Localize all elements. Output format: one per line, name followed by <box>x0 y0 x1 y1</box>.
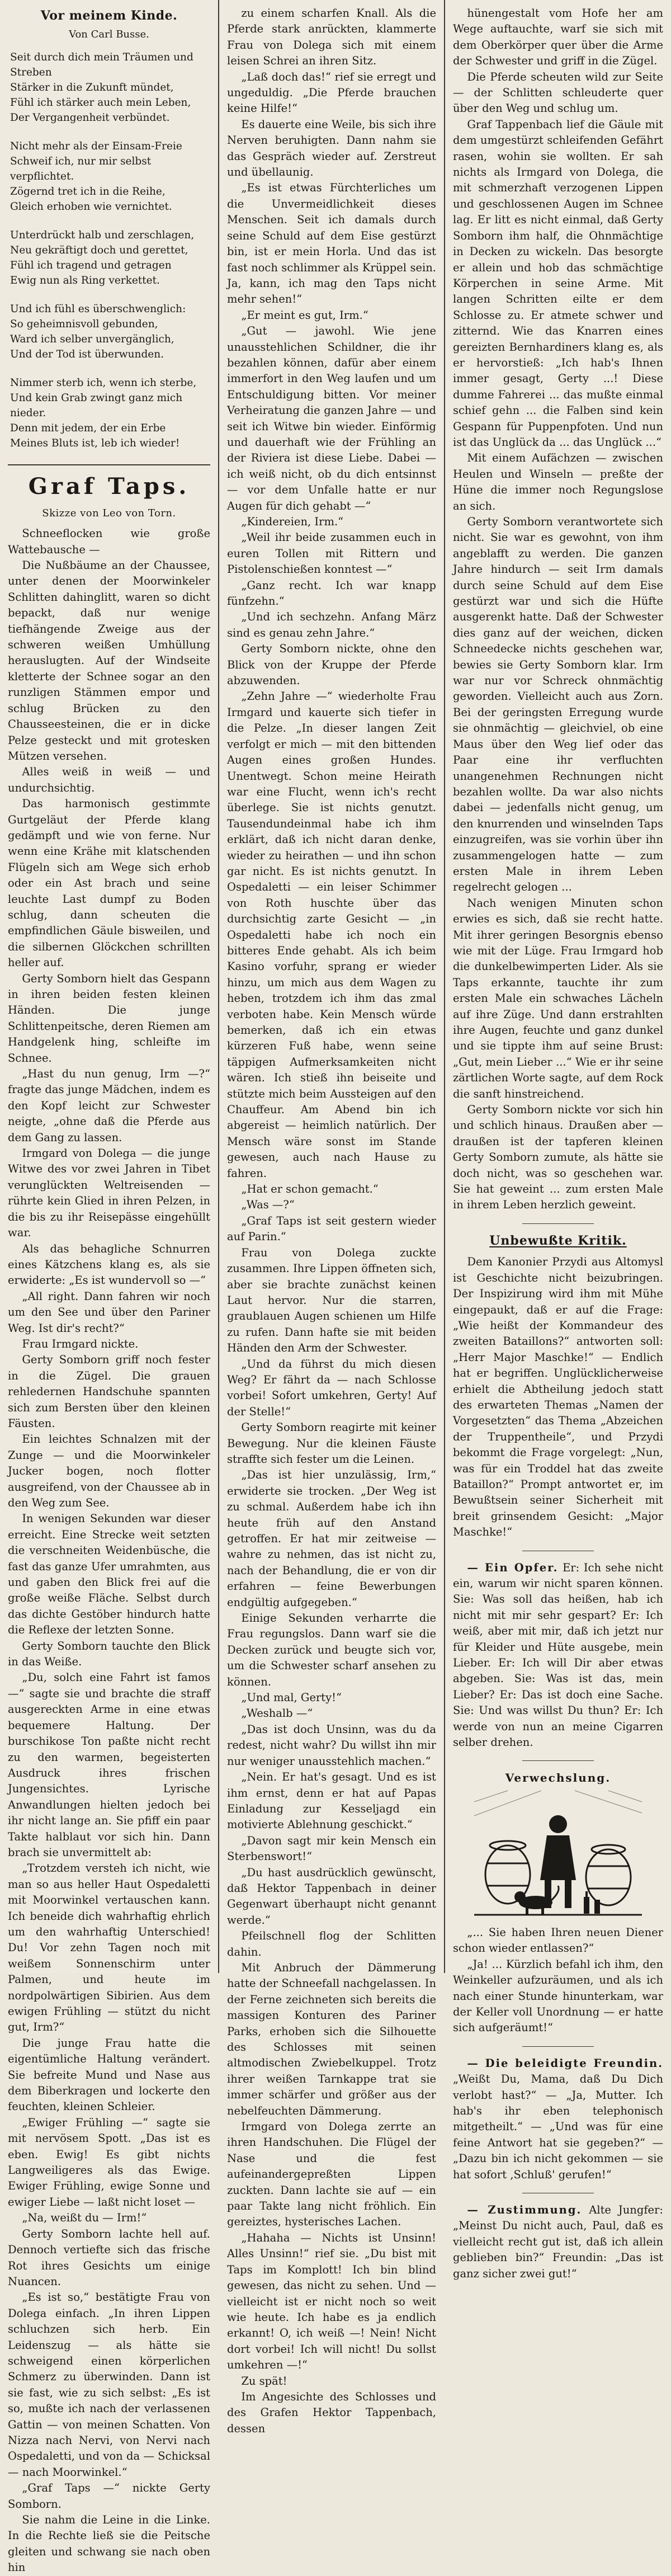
paragraph: „Nein. Er hat's gesagt. Und es ist ihm ernst, denn er hat auf Papas Einladung zur Kesseljagd ein motivierte Ablehnung geschickt.“ <box>227 1770 436 1831</box>
poem-line: Ewig nun als Ring verkettet. <box>10 274 160 286</box>
poem-line: Zögernd tret ich in die Reihe, <box>10 185 166 197</box>
kritik-text <box>453 1254 663 1540</box>
poem-line: Unterdrückt halb und zerschlagen, <box>10 229 195 241</box>
paragraph: Gerty Somborn nickte, ohne den Blick von der Kruppe der Pferde abzuwenden. <box>227 642 436 687</box>
paragraph: „Es ist etwas Fürchterliches um die Unvermeidlichkeit dieses Menschen. Seit ich damals durch seine Schuld auf dem Eise gestürzt bin, ist er mein Horla. Und das ist fast noch schlimmer als Krüppel sein. Ja, kann, ich mag den Taps nicht mehr sehen!“ <box>227 181 436 306</box>
verwechslung-title: Verwechslung. <box>505 1771 611 1785</box>
paragraph: „Gut — jawohl. Wie jene unausstehlichen Schildner, die ihr bezahlen können, dafür aber einem immerfort in den Weg laufen und um Entschuldigung bitten. Vor meiner Verheiratung die ganzen Jahre — und seit ich Witwe bin wieder. Einförmig und dauerhaft wie der Frühling an der Riviera ist diese Liebe. Dabei — ich weiß nicht, ob du dich entsinnst — vor dem Unfalle hatte er nur Augen für dich gehabt —“ <box>227 324 436 512</box>
paragraph: Das harmonisch gestimmte Gurtgeläut der Pferde klang gedämpft und wie von ferne. Nur wenn eine Krähe mit klatschenden Flügeln sich am Wege sich erhob oder ein Ast brach und seine leuchte Last dumpf zu Boden schlug, dann scheuten die empfindlichen Gäule bisweilen, und die silbernen Glöckchen schrillten heller auf. <box>8 797 210 969</box>
paragraph: „... Sie haben Ihren neuen Diener schon wieder entlassen?“ <box>453 1925 663 1955</box>
paragraph: Mit Anbruch der Dämmerung hatte der Schneefall nachgelassen. In der Ferne zeichneten sich bereits die massigen Konturen des Pariner Parks, erhoben sich die Silhouette des Schlosses mit seinen altmodischen Zwiebelkuppel. Trotz ihrer weißen Tarnkappe trat sie immer schärfer und größer aus der nebelfeuchten Dämmerung. <box>227 1961 436 2117</box>
paragraph: „Weil ihr beide zusammen euch in euren Tollen mit Rittern und Pistolenschießen konntest —“ <box>227 531 436 576</box>
poem-line: Nimmer sterb ich, wenn ich sterbe, <box>10 376 197 389</box>
poem-stanza <box>10 375 210 451</box>
poem-stanza <box>10 228 210 288</box>
paragraph: „Das ist doch Unsinn, was du da redest, nicht wahr? Du willst ihn mir nur weniger unausstehlich machen.“ <box>227 1722 436 1768</box>
poem-line: Schweif ich, nur mir selbst verpflichtet. <box>10 155 152 182</box>
paragraph: Irmgard von Dolega — die junge Witwe des vor zwei Jahren in Tibet verunglückten Weltreisenden — rührte kein Glied in ihren Pelzen, in die bis zu ihr Reisepässe eingehüllt war. <box>8 1147 210 1240</box>
paragraph: „Zehn Jahre —“ wiederholte Frau Irmgard und kauerte sich tiefer in die Pelze. „In dieser langen Zeit verfolgt er mich — mit den bittenden Augen eines großen Hundes. Unentwegt. Schon meine Heirath war eine Flucht, wenn ich's recht überlege. Sie ist nichts genutzt. Tausendundeinmal habe ich ihm erklärt, daß ich nicht daran denke, wieder zu heirathen — und ihn schon gar nicht. Es ist nichts genutzt. In Ospedaletti — ein leiser Schimmer von Roth huschte über das durchsichtig zarte Gesicht — „in Ospedaletti habe ich noch ein bitteres Ende gehabt. Als ich beim Kasino vorfuhr, sprang er wieder hinzu, um mich aus dem Wagen zu heben, trotzdem ich ihm das zmal verboten habe. Kein Mensch würde bemerken, daß ich ein etwas kürzeren Fuß habe, wenn seine täppigen Aufmerksamkeiten nicht wären. Ich stieß ihn beiseite und stützte mich beim Aussteigen auf den Chauffeur. Am Abend bin ich abgereist — heimlich natürlich. Der Mensch wäre sonst im Stande gewesen, auch nach Hause zu fahren. <box>227 690 436 1180</box>
paragraph: „Hast du nun genug, Irm —?“ fragte das junge Mädchen, indem es den Kopf leicht zur Schwester neigte, „ohne daß die Pferde aus dem Gang zu lassen. <box>8 1067 210 1144</box>
freundin-lead: — Die beleidigte Freundin. <box>467 2056 663 2070</box>
poem-stanza <box>10 139 210 214</box>
paragraph: Alles weiß in weiß — und undurchsichtig. <box>8 765 210 794</box>
paragraph: Sie nahm die Leine in die Linke. In die Rechte ließ sie die Peitsche gleiten und schwang sie nach oben hin <box>8 2513 210 2574</box>
zustimmung-text: Alte Jungfer: „Meinst Du nicht auch, Paul, daß es vielleicht recht gut ist, daß ich allein geblieben bin?“ Freundin: „Das ist ganz sicher zwei gut!“ <box>453 2203 663 2280</box>
paragraph: Nach wenigen Minuten schon erwies es sich, daß sie recht hatte. Mit ihrer geringen Besorgnis ebenso wie mit der Lüge. Frau Irmgard hob die dunkelbewimperten Lider. Als sie Taps erkannte, tauchte ihr zum ersten Male ein schwaches Lächeln auf ihre Züge. Und dann erstrahlten ihre Augen, feuchte und ganz dunkel und sie tippte ihm auf seine Brust: „Gut, mein Lieber ...“ Wie er ihr seine zärtlichen Worte sagte, auf dem Rock die sanft hinstreichend. <box>453 896 663 1100</box>
paragraph: Gerty Somborn tauchte den Blick in das Weiße. <box>8 1639 210 1669</box>
freundin-item <box>453 2056 663 2183</box>
paragraph: „Du, solch eine Fahrt ist famos —“ sagte sie und brachte die straff ausgereckten Arme in eine etwas bequemere Haltung. Der burschikose Ton paßte nicht recht zu den warmen, begeisterten Ausdruck ihres frischen Jungensichtes. Lyrische Anwandlungen hielten jedoch bei ihr nicht lange an. Sie pfiff ein paar Takte halblaut vor sich hin. Dann brach sie unvermittelt ab: <box>8 1671 210 1859</box>
paragraph: Die Pferde scheuten wild zur Seite — der Schlitten schleuderte quer über den Weg und schlug um. <box>453 70 663 115</box>
verwechslung-text <box>453 1925 663 2036</box>
poem-line: Neu gekräftigt doch und gerettet, <box>10 244 188 256</box>
story-column-2-text <box>227 6 436 2437</box>
divider <box>522 1760 594 1761</box>
paragraph: Ein leichtes Schnalzen mit der Zunge — und die Moorwinkeler Jucker bogen, noch flotter ausgreifend, von der Chaussee ab in den Weg zum See. <box>8 1433 210 1509</box>
paragraph: Es dauerte eine Weile, bis sich ihre Nerven beruhigten. Dann nahm sie das Gespräch wieder auf. Zerstreut und übellaunig. <box>227 117 436 179</box>
paragraph: Gerty Somborn hielt das Gespann in ihren beiden festen kleinen Händen. Die junge Schlittenpeitsche, deren Riemen am Handgelenk hing, schleifte im Schnee. <box>8 972 210 1065</box>
divider <box>8 464 210 465</box>
paragraph: „Trotzdem versteh ich nicht, wie man so aus heller Haut Ospedaletti mit Moorwinkel vertauschen kann. Ich beneide dich wahrhaftig ehrlich um den wahrhaftig Unterschied! Du! Vor zehn Tagen noch mit weißem Sonnenschirm unter Palmen, und heute im nordpolwärtigen Sibirien. Aus dem ewigen Frühling — stützt du nicht gut, Irm?“ <box>8 1862 210 2034</box>
poem-body <box>8 50 210 451</box>
poem-line: Fühl ich stärker auch mein Leben, <box>10 96 191 109</box>
column-3 <box>445 0 671 2280</box>
paragraph: Irmgard von Dolega zerrte an ihren Handschuhen. Die Flügel der Nase und die fest aufeinandergepreßten Lippen zuckten. Dann lachte sie auf — ein paar Takte lang nicht fröhlich. Ein gereiztes, hysterisches Lachen. <box>227 2120 436 2229</box>
paragraph: „Davon sagt mir kein Mensch ein Sterbenswort!“ <box>227 1834 436 1863</box>
paragraph: „Hahaha — Nichts ist Unsinn! Alles Unsinn!“ rief sie. „Du bist mit Taps im Komplott! Ich bin blind gewesen, das nicht zu sehen. Und — vielleicht ist er nicht noch so weit wie heute. Ich habe es ja endlich erkannt! O, ich weiß —! Nein! Nicht dort vorbei! Ich will nicht! Du sollst umkehren —!“ <box>227 2231 436 2372</box>
paragraph: Zu spät! <box>241 2374 287 2387</box>
poem-line: Seit durch dich mein Träumen und Streben <box>10 51 193 78</box>
opfer-item <box>453 1560 663 1751</box>
poem-line: Meines Bluts ist, leb ich wieder! <box>10 437 180 449</box>
poem-line: Und der Tod ist überwunden. <box>10 348 164 360</box>
poem-line: Ward ich selber unvergänglich, <box>10 333 174 345</box>
paragraph: „Es ist so,“ bestätigte Frau von Dolega einfach. „In ihren Lippen schluchzen sich herb. Ein Leidenszug — als hätte sie schweigend einen körperlichen Schmerz zu überwinden. Dann ist sie fast, wie zu sich selbst: „Es ist so, mußte ich nach der verlassenen Gattin — von meinen Schatten. Von Nizza nach Nervi, von Nervi nach Ospedaletti, und von da — Schicksal — nach Moorwinkel.“ <box>8 2291 210 2479</box>
paragraph: „Graf Taps —“ nickte Gerty Somborn. <box>8 2481 210 2511</box>
paragraph: Pfeilschnell flog der Schlitten dahin. <box>227 1929 436 1958</box>
poem-line: Denn mit jedem, der ein Erbe <box>10 422 166 434</box>
paragraph: „Und ich sechzehn. Anfang März sind es genau zehn Jahre.“ <box>227 610 436 639</box>
poem-line: Und ich fühl es überschwenglich: <box>10 303 186 315</box>
cellar-illustration <box>474 1791 642 1919</box>
paragraph: „Na, weißt du — Irm!“ <box>22 2211 147 2225</box>
paragraph: Einige Sekunden verharrte die Frau regungslos. Dann warf sie die Decken zurück und beugte sich vor, um die Schwester scharf ansehen zu können. <box>227 1612 436 1688</box>
paragraph: Schneeflocken wie große Wattebausche — <box>8 527 210 556</box>
paragraph: „Ewiger Frühling —“ sagte sie mit nervösem Spott. „Das ist es eben. Ewig! Es gibt nichts Langweiligeres als das Ewige. Ewiger Frühling, ewige Sonne und ewiger Liebe — laßt nicht loset — <box>8 2116 210 2208</box>
opfer-text: Er: Ich sehe nicht ein, warum wir nicht sparen können. Sie: Was soll das heißen, hab ich nicht mit mir sehr gespart? Er: Ich weiß, aber mit mir, daß ich jetzt nur für Kleider und Hüte ausgebe, mein Lieber. Er: Ich will Dir aber etwas abgeben. Sie: Was ist das, mein Lieber? Er: Das ist doch eine Sache. Sie: Und was willst Du thun? Er: Ich werde von nun an meine Cigarren selber drehen. <box>453 1561 664 1749</box>
poem-author: Von Carl Busse. <box>69 29 149 41</box>
paragraph: „Kindereien, Irm.“ <box>241 515 344 528</box>
paragraph: „Laß doch das!“ rief sie erregt und ungeduldig. „Die Pferde brauchen keine Hilfe!“ <box>227 70 436 115</box>
paragraph: „Ganz recht. Ich war knapp fünfzehn.“ <box>227 578 436 608</box>
zustimmung-lead: — Zustimmung. <box>467 2203 582 2216</box>
divider <box>522 1223 594 1224</box>
story-byline: Skizze von Leo von Torn. <box>42 507 176 519</box>
paragraph: Dem Kanonier Przydi aus Altomysl ist Geschichte nicht beizubringen. Der Inspizirung wird ihm mit Mühe eingepaukt, daß er auf die Frage: „Wie heißt der Kommandeur des zweiten Bataillons?“ antworten soll: „Herr Major Maschke!“ — Endlich hat er begriffen. Unglücklicherweise erhielt die Abtheilung jedoch statt des erwarteten Themas „Namen der Vorgesetzten“ das Thema „Abzeichen der Truppentheile“, und Przydi bekommt die Frage vorgelegt: „Nun, was für ein Troddel hat das zweite Bataillon?“ Prompt antwortet er, im Bewußtsein seiner Sicherheit mit breit grinsendem Gesicht: „Major Maschke!“ <box>453 1255 663 1539</box>
paragraph: Im Angesichte des Schlosses und des Grafen Hektor Tappenbach, dessen <box>227 2390 436 2435</box>
poem-line: Fühl ich tragend und getragen <box>10 259 172 271</box>
paragraph: „Das ist hier unzulässig, Irm,“ erwiderte sie trocken. „Der Weg ist zu schmal. Außerdem habe ich ihn heute früh auf den Anstand getroffen. Er hat mir zeitweise — wahre zu nehmen, das ist nicht zu, nach der Behandlung, die er von dir erfahren — feine Bewerbungen endgültig aufgegeben.“ <box>227 1468 436 1609</box>
zustimmung-item <box>453 2202 663 2282</box>
paragraph: Frau Irmgard nickte. <box>22 1337 139 1350</box>
paragraph: zu einem scharfen Knall. Als die Pferde stark anrückten, klammerte Frau von Dolega sich mit einem leisen Schrei an ihren Sitz. <box>227 7 436 68</box>
poem-stanza <box>10 50 210 125</box>
column-2 <box>219 0 445 2435</box>
poem-line: Nicht mehr als der Einsam-Freie <box>10 140 182 152</box>
paragraph: Die junge Frau hatte die eigentümliche Haltung verändert. Sie befreite Mund und Nase aus dem Biberkragen und lockerte den feuchten, kleinen Schleier. <box>8 2036 210 2113</box>
paragraph: „Ja! ... Kürzlich befahl ich ihm, den Weinkeller aufzuräumen, und als ich nach einer Stunde hinunterkam, war der Keller voll Unordnung — er hatte sich aufgeräumt!“ <box>453 1957 663 2035</box>
opfer-lead: — Ein Opfer. <box>467 1561 559 1574</box>
paragraph: Gerty Somborn nickte vor sich hin und schlich hinaus. Draußen aber — draußen ist der tapferen kleinen Gerty Somborn zumute, als hätte sie doch nicht, was so geschehen war. Sie hat geweint ... zum ersten Male in ihrem Leben herzlich geweint. <box>453 1103 663 1212</box>
paragraph: Gerty Somborn lachte hell auf. Dennoch vertiefte sich das frische Rot ihres Gesichts um einige Nuancen. <box>8 2227 210 2288</box>
paragraph: In wenigen Sekunden war dieser erreicht. Eine Strecke weit setzten die verschneiten Weidenbüsche, die fast das ganze Ufer umrahmten, aus und gaben den Blick frei auf die große weiße Fläche. Selbst durch das dichte Gestöber hindurch hatte die Reflexe der letzten Sonne. <box>8 1512 210 1637</box>
story-title: Graf Taps. <box>28 473 190 500</box>
poem-line: Der Vergangenheit verbündet. <box>10 111 170 124</box>
paragraph: „Und da führst du mich diesen Weg? Er fährt da — nach Schlosse vorbei! Sofort umkehren, Gerty! Auf der Stelle!“ <box>227 1357 436 1418</box>
paragraph: „Weshalb —“ <box>241 1707 313 1720</box>
paragraph: „Was —?“ <box>241 1198 295 1212</box>
story-column-1-text <box>8 526 210 2575</box>
poem-line: So geheimnisvoll gebunden, <box>10 318 158 330</box>
paragraph: „All right. Dann fahren wir noch um den See und über den Pariner Weg. Ist dir's recht?“ <box>8 1289 210 1335</box>
paragraph: Frau von Dolega zuckte zusammen. Ihre Lippen öffneten sich, aber sie brachte zunächst keinen Laut hervor. Nur die starren, graublauen Augen schienen um Hilfe zu rufen. Dann hafte sie mit beiden Händen den Arm der Schwester. <box>227 1246 436 1355</box>
poem-line: Stärker in die Zukunft mündet, <box>10 81 174 93</box>
poem-line: Und kein Grab zwingt ganz mich nieder. <box>10 392 183 419</box>
paragraph: „Du hast ausdrücklich gewünscht, daß Hektor Tappenbach in deiner Gegenwart überhaupt nicht genannt werde.“ <box>227 1866 436 1927</box>
paragraph: „Er meint es gut, Irm.“ <box>241 308 368 322</box>
divider <box>522 2046 594 2047</box>
paragraph: hünengestalt vom Hofe her am Wege auftauchte, warf sie sich mit dem Oberkörper quer über die Arme der Schwester und griff in die Zügel. <box>453 7 663 68</box>
paragraph: Gerty Somborn reagirte mit keiner Bewegung. Nur die kleinen Fäuste straffte sich fester um die Leinen. <box>227 1421 436 1466</box>
poem-title: Vor meinem Kinde. <box>40 8 178 23</box>
paragraph: Gerty Somborn griff noch fester in die Zügel. Die grauen rehledernen Handschuhe spannten sich zum Bersten über den kleinen Fäusten. <box>8 1353 210 1430</box>
paragraph: Als das behagliche Schnurren eines Kätzchens klang es, als sie erwiderte: „Es ist wundervoll so —“ <box>8 1242 210 1287</box>
paragraph: Graf Tappenbach lief die Gäule mit dem umgestürzt schleifenden Gefährt rasen, wohin sie wollten. Er sah nichts als Irmgard von Dolega, die mit schmerzhaft verzogenen Lippen und geschlossenen Augen im Schnee lag. Er litt es nicht einmal, daß Gerty Somborn ihm half, die Ohnmächtige in Decken zu wickeln. Das besorgte er allein und hob das schmächtige Körperchen in seine Arme. Mit langen Schritten eilte er dem Schlosse zu. Er atmete schwer und zitternd. Wie das Knarren eines gereizten Bernhardiners klang es, als er hervorstieß: „Ich hab's Ihnen immer gesagt, Gerty ...! Diese dumme Fahrerei ... das mußte einmal schief gehn ... die Falben sind kein Gespann für Puppenpfoten. Und nun ist das Unglück da ... das Unglück ...“ <box>453 117 663 449</box>
paragraph: Die Nußbäume an der Chaussee, unter denen der Moorwinkeler Schlitten dahinglitt, waren so dicht bepackt, daß nur wenige tiefhängende Zweige aus der schweren weißen Umhüllung herauslugten. Auf der Windseite kletterte der Schnee sogar an den runzligen Stämmen empor und schlug Brücken zu den Chausseesteinen, die er in dicke Pelze gesteckt und mit grotesken Mützen versehen. <box>8 559 210 762</box>
paragraph: „Und mal, Gerty!“ <box>241 1691 342 1704</box>
paragraph: Gerty Somborn verantwortete sich nicht. Sie war es gewohnt, von ihm angeblafft zu werden. Die ganzen Jahre hindurch — seit Irm damals durch seine Schuld auf dem Eise gestürzt war und sich die Hüfte ausgerenkt hatte. Daß der Schwester dies ganz auf der weichen, dicken Schneedecke nichts geschehen war, bewies sie Gerty Somborn klar. Irm war nur vor Schreck ohnmächtig geworden. Vielleicht auch aus Zorn. Bei der geringsten Erregung wurde sie ohnmächtig — gleichviel, ob eine Maus über den Weg lief oder das Paar eine ihr verfluchten unangenehmen Rechnungen nicht bezahlen wollte. Da war also nichts dabei — jedenfalls nicht genug, um den knurrenden und winselnden Taps einzugreifen, was sie vorhin über ihn zusammengelogen hatte — zum ersten Male in ihrem Leben regelrecht gelogen ... <box>453 515 663 894</box>
paragraph: „Graf Taps ist seit gestern wieder auf Parin.“ <box>227 1214 436 1244</box>
poem-line: Gleich erhoben wie vernichtet. <box>10 200 172 213</box>
freundin-text: „Weißt Du, Mama, daß Du Dich verlobt hast?“ — „Ja, Mutter. Ich hab's ihr eben telephonisch mitgetheilt.“ — „Und was für eine feine Antwort hat sie gegeben?“ — „Dazu bin ich nicht gekommen — sie hat sofort ‚Schluß' gerufen!“ <box>453 2073 663 2181</box>
poem-stanza <box>10 302 210 362</box>
paragraph: Mit einem Aufächzen — zwischen Heulen und Winseln — preßte der Hüne die immer noch Regungslose an sich. <box>453 451 663 512</box>
column-1 <box>0 0 219 2574</box>
story-column-3-text <box>453 6 663 1213</box>
paragraph: „Hat er schon gemacht.“ <box>241 1183 379 1196</box>
kritik-title: Unbewußte Kritik. <box>489 1233 627 1248</box>
